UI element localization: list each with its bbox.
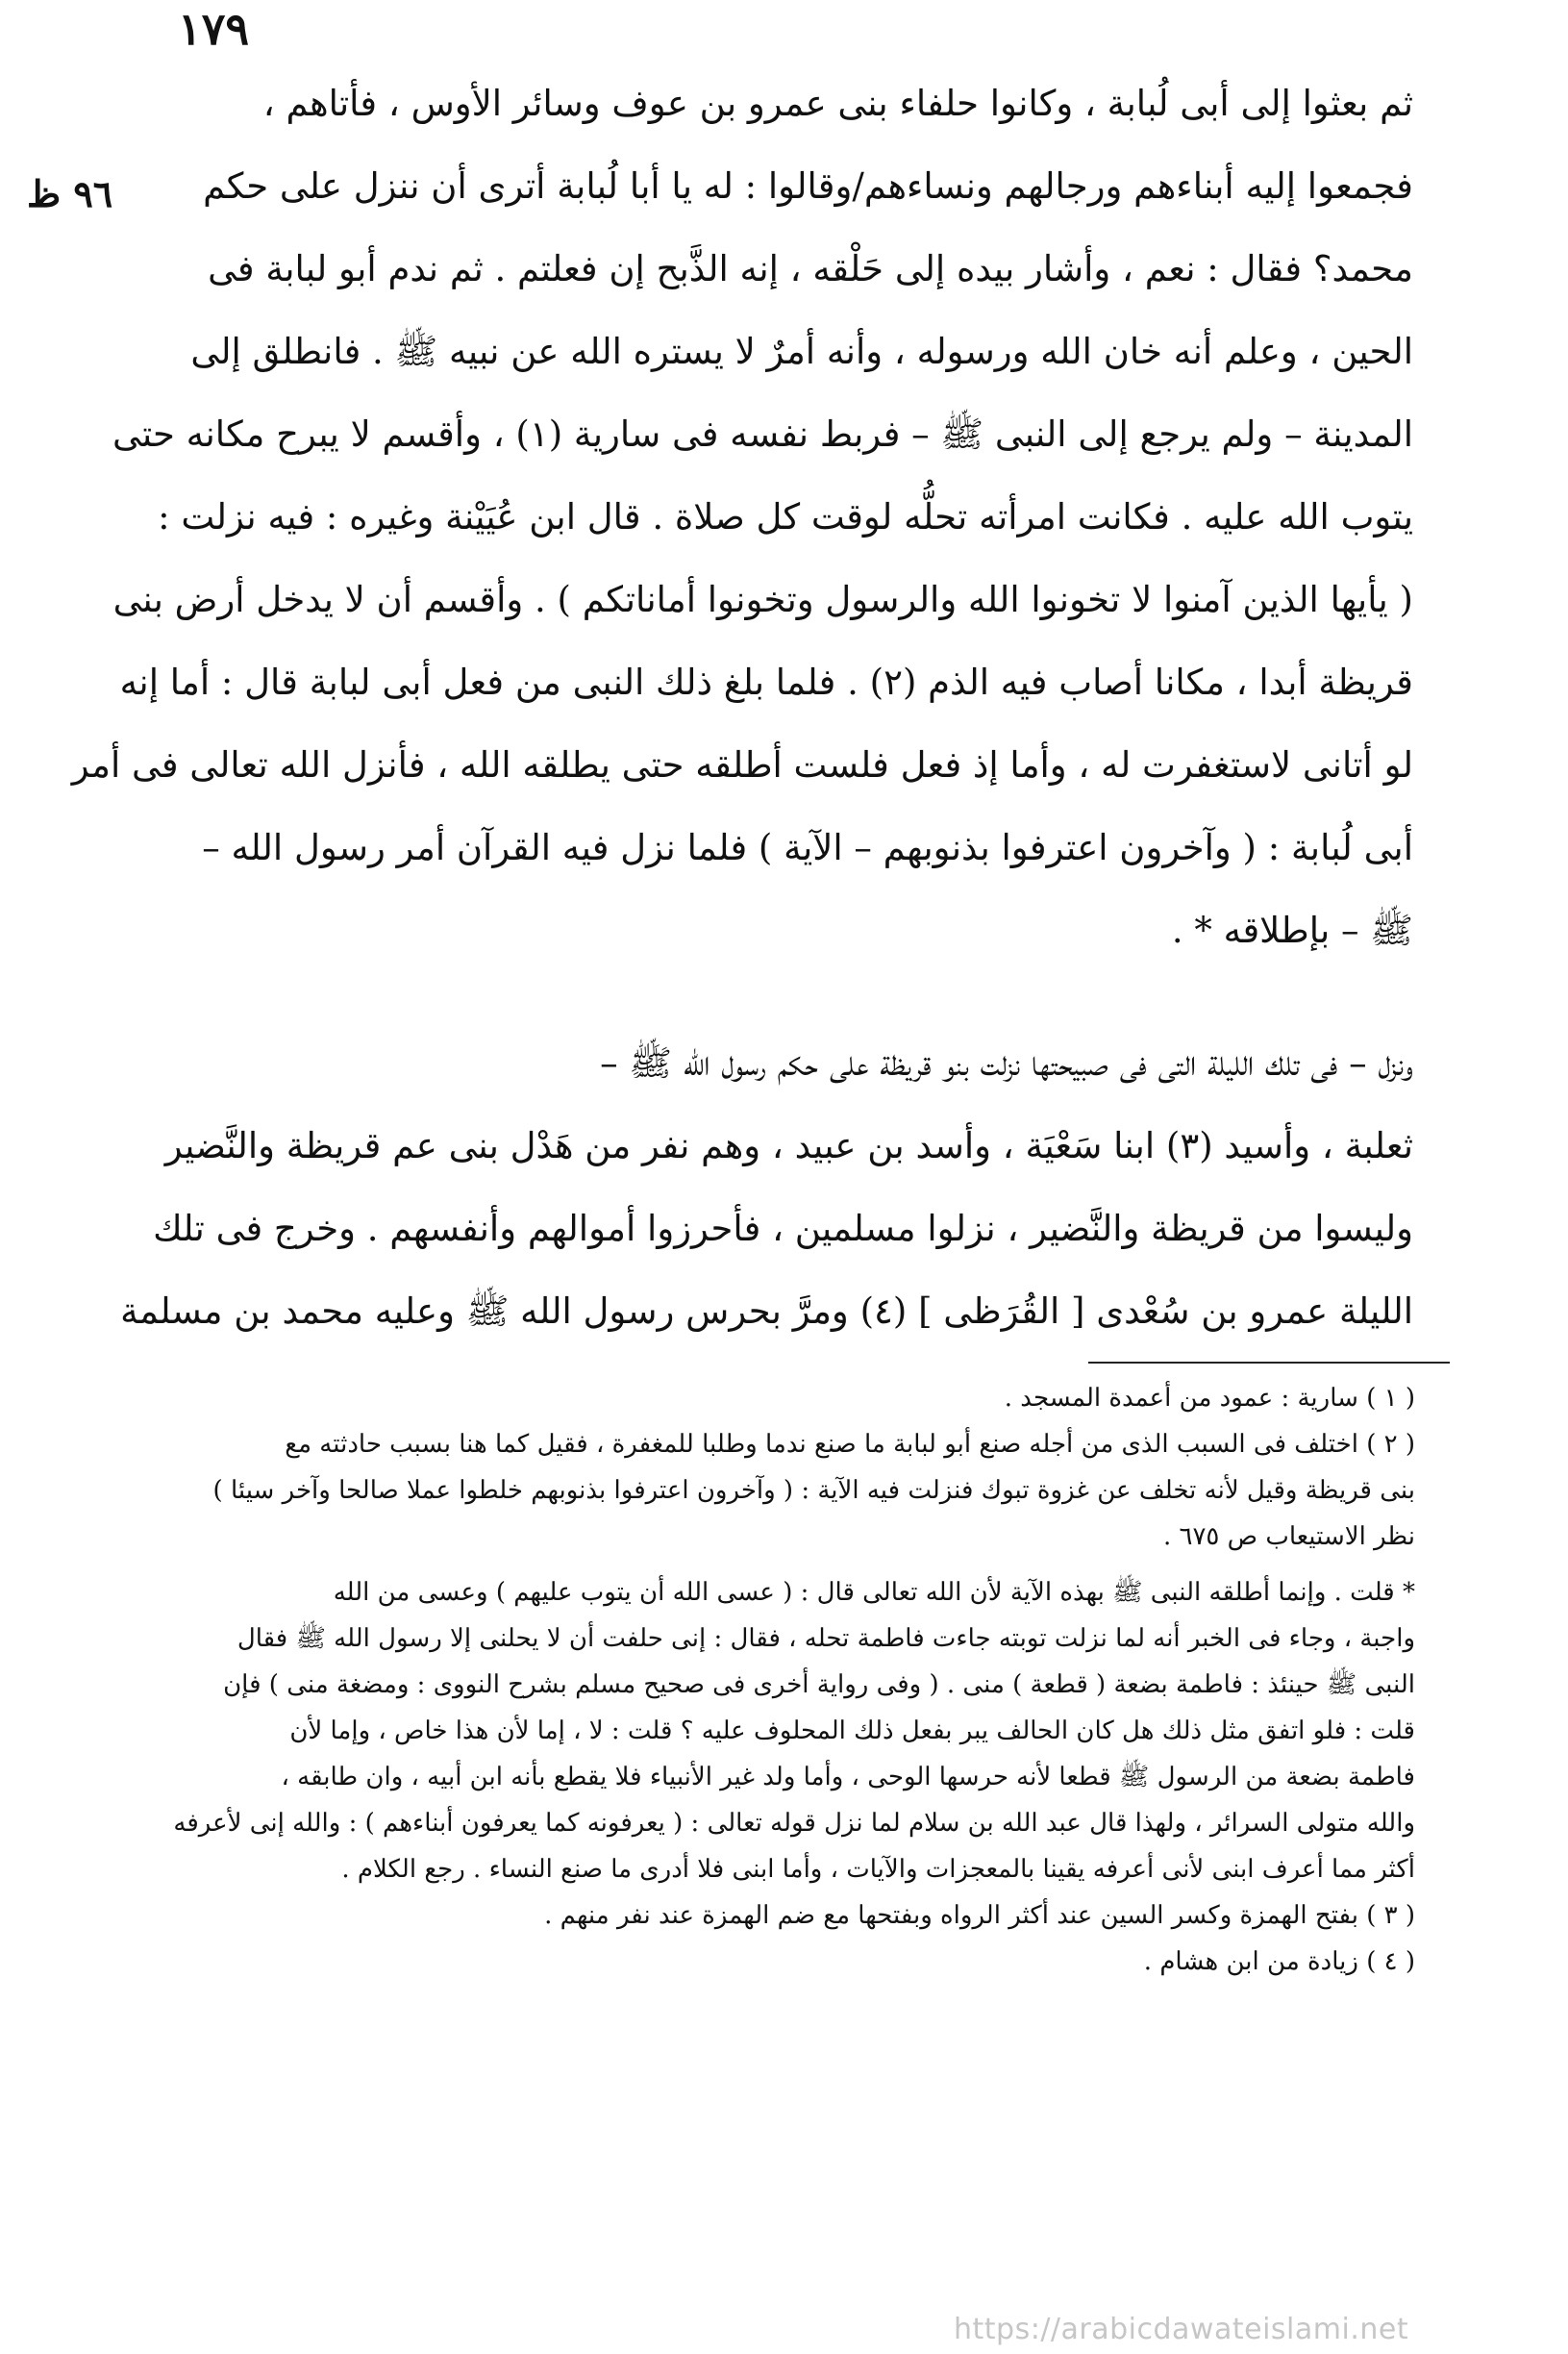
footnote-divider xyxy=(1088,1362,1450,1364)
page-number: ١٧٩ xyxy=(178,3,250,55)
text-line: محمد؟ فقال : نعم ، وأشار بيده إلى حَلْقه ، إنه الذَّبح إن فعلتم . ثم ندم أبو لبابة فى xyxy=(208,248,1413,289)
text-line: قريظة أبدا ، مكانا أصاب فيه الذم (٢) . فلما بلغ ذلك النبى من فعل أبى لبابة قال : أما إنه xyxy=(119,662,1413,703)
footnote-4: ( ٤ ) زيادة من ابن هشام . xyxy=(1143,1947,1415,1976)
footnote-star: * قلت . وإنما أطلقه النبى ﷺ بهذه الآية لأن الله تعالى قال : ( عسى الله أن يتوب عليهم ) وعسى من الله xyxy=(333,1578,1415,1607)
main-text xyxy=(71,79,1413,1369)
footnote-star: قلت : فلو اتفق مثل ذلك هل كان الحالف يبر بفعل ذلك المحلوف عليه ؟ قلت : لا ، إما لأن هذا خاص ، وإما لأن xyxy=(289,1716,1415,1745)
footnote-1: ( ١ ) سارية : عمود من أعمدة المسجد . xyxy=(1004,1384,1415,1413)
footnote-star: فاطمة بضعة من الرسول ﷺ قطعا لأنه حرسها الوحى ، وأما ولد غير الأنبياء فلا يقطع بأنه ابن أبيه ، وان طابقه ، xyxy=(281,1763,1415,1791)
text-line: ( يأيها الذين آمنوا لا تخونوا الله والرسول وتخونوا أماناتكم ) . وأقسم أن لا يدخل أرض بنى xyxy=(112,579,1413,620)
footnote-2: بنى قريظة وقيل لأنه تخلف عن غزوة تبوك فنزلت فيه الآية : ( وآخرون اعترفوا بذنوبهم خلطوا عملا صالحا وآخر سيئا ) xyxy=(212,1476,1415,1505)
footnotes xyxy=(175,1381,1415,1991)
footnote-3: ( ٣ ) بفتح الهمزة وكسر السين عند أكثر الرواه وبفتحها مع ضم الهمزة عند نفر منهم . xyxy=(544,1901,1415,1930)
footnote-star: النبى ﷺ حينئذ : فاطمة بضعة ( قطعة ) منى . ( وفى رواية أخرى فى صحيح مسلم بشرح النووى : ومضغة منى ) فإن xyxy=(223,1670,1415,1699)
text-line: فجمعوا إليه أبناءهم ورجالهم ونساءهم/وقالوا : له يا أبا لُبابة أترى أن ننزل على حكم xyxy=(203,165,1413,207)
paragraph-gap xyxy=(173,989,1413,1039)
text-line: الليلة عمرو بن سُعْدى [ القُرَظى ] (٤) ومرَّ بحرس رسول الله ﷺ وعليه محمد بن مسلمة xyxy=(120,1290,1413,1332)
text-line-last: ﷺ – بإطلاقه * . xyxy=(1171,910,1413,951)
text-line: أبى لُبابة : ( وآخرون اعترفوا بذنوبهم – الآية ) فلما نزل فيه القرآن أمر رسول الله – xyxy=(202,827,1413,868)
footnote-star: والله متولى السرائر ، ولهذا قال عبد الله بن سلام لما نزل قوله تعالى : ( يعرفونه كما يعرفون أبناءهم ) : والله إنى لأعرفه xyxy=(173,1809,1415,1838)
footnote-star: أكثر مما أعرف ابنى لأنى أعرفه يقينا بالمعجزات والآيات ، وأما ابنى فلا أدرى ما صنع النساء . رجع الكلام . xyxy=(341,1855,1415,1884)
text-line: الحين ، وعلم أنه خان الله ورسوله ، وأنه أمرٌ لا يستره الله عن نبيه ﷺ . فانطلق إلى xyxy=(190,331,1413,372)
text-line: وليسوا من قريظة والنَّضير ، نزلوا مسلمين ، فأحرزوا أموالهم وأنفسهم . وخرج فى تلك xyxy=(153,1208,1413,1249)
footnote-gap xyxy=(175,1565,1415,1575)
text-line: ونزل – فى تلك الليلة التى فى صبيحتها نزلت بنو قريظة على حكم رسول الله ﷺ – xyxy=(600,1042,1413,1084)
footnote-2: ( ٢ ) اختلف فى السبب الذى من أجله صنع أبو لبابة ما صنع ندما وطلبا للمغفرة ، فقيل كما هنا بسبب حادثته مع xyxy=(285,1430,1415,1459)
text-line: يتوب الله عليه . فكانت امرأته تحلُّه لوقت كل صلاة . قال ابن عُيَيْنة وغيره : فيه نزلت : xyxy=(158,496,1413,538)
footnote-2: نظر الاستيعاب ص ٦٧٥ . xyxy=(1162,1522,1415,1551)
footnote-star: واجبة ، وجاء فى الخبر أنه لما نزلت توبته جاءت فاطمة تحله ، فقال : إنى حلفت أن لا يحلنى إلا رسول الله ﷺ فقال xyxy=(236,1624,1415,1653)
text-line: المدينة – ولم يرجع إلى النبى ﷺ – فربط نفسه فى سارية (١) ، وأقسم لا يبرح مكانه حتى xyxy=(112,413,1413,455)
watermark-url: https://arabicdawateislami.net xyxy=(954,2313,1409,2346)
margin-folio-note: ٩٦ ظ xyxy=(27,172,113,215)
text-line: ثم بعثوا إلى أبى لُبابة ، وكانوا حلفاء بنى عمرو بن عوف وسائر الأوس ، فأتاهم ، xyxy=(262,83,1413,124)
text-line: ثعلبة ، وأسيد (٣) ابنا سَعْيَة ، وأسد بن عبيد ، وهم نفر من هَدْل بنى عم قريظة والنَّضير xyxy=(164,1125,1413,1166)
text-line: لو أتانى لاستغفرت له ، وأما إذ فعل فلست أطلقه حتى يطلقه الله ، فأنزل الله تعالى فى أمر xyxy=(71,744,1413,786)
